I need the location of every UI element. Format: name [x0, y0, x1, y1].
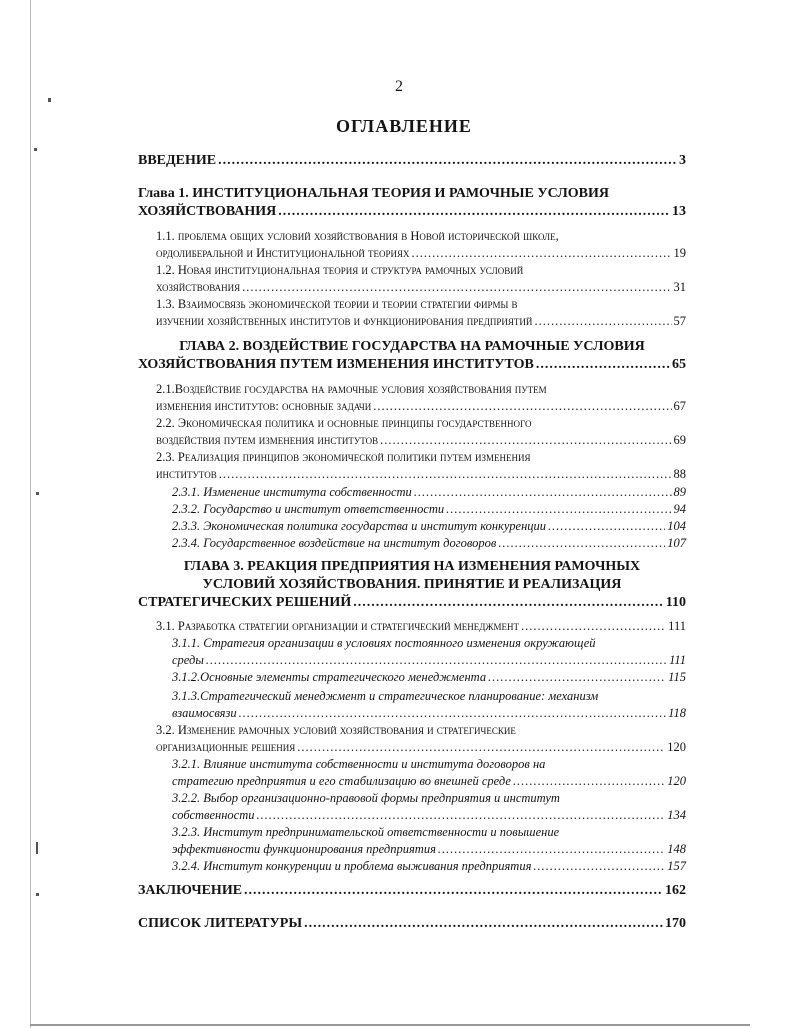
toc-page-number: 94	[673, 502, 686, 516]
leader-dots	[521, 618, 666, 635]
toc-entry-line: ГЛАВА 2. ВОЗДЕЙСТВИЕ ГОСУДАРСТВА НА РАМОЧНЫЕ УСЛОВИЯ	[179, 339, 645, 354]
toc-entry-line: 2.2. Экономическая политика и основные принципы государственного	[156, 416, 532, 430]
toc-entry-text: воздействия путем изменения институтов	[156, 433, 379, 447]
scan-mark	[48, 98, 51, 102]
toc-entry-text: 2.3.4. Государственное воздействие на институт договоров	[172, 536, 497, 550]
toc-entry-line: 2.3. Реализация принципов экономической политики путем изменения	[156, 450, 531, 464]
toc-entry-line: УСЛОВИЙ ХОЗЯЙСТВОВАНИЯ. ПРИНЯТИЕ И РЕАЛИЗАЦИЯ	[202, 577, 622, 592]
toc-page-number: 111	[669, 653, 686, 667]
toc-entry-text: 2.3.3. Экономическая политика государства и институт конкуренции	[172, 519, 547, 533]
leader-dots	[534, 313, 671, 330]
toc-entry-text: эффективности функционирования предприятия	[172, 842, 436, 856]
toc-page-number: 148	[667, 842, 686, 856]
toc-page-number: 115	[668, 670, 686, 684]
leader-dots	[244, 882, 663, 900]
toc-entry-text: 2.3.1. Изменение института собственности	[172, 485, 412, 499]
toc-entry-chapter-1[interactable]	[138, 185, 686, 221]
toc-entry-text: ХОЗЯЙСТВОВАНИЯ ПУТЕМ ИЗМЕНЕНИЯ ИНСТИТУТОВ	[138, 357, 534, 372]
leader-dots	[219, 466, 672, 483]
toc-page-number: 104	[667, 519, 686, 533]
toc-entry-subsection-2-3-2[interactable]	[172, 501, 686, 518]
toc-entry-text: хозяйствования	[156, 280, 241, 294]
toc-entry-line: 1.2. Новая институциональная теория и структура рамочных условий	[156, 263, 524, 277]
page-number: 2	[395, 78, 403, 95]
toc-page-number: 107	[667, 536, 686, 550]
toc-entry-subsection-3-2-2[interactable]	[172, 790, 686, 824]
toc-page-number: 120	[667, 774, 686, 788]
toc-entry-text: ВВЕДЕНИЕ	[138, 153, 217, 168]
scan-mark	[36, 842, 38, 854]
toc-entry-text: изменения институтов: основные задачи	[156, 399, 372, 413]
leader-dots	[438, 841, 665, 858]
toc-page-number: 69	[673, 433, 686, 447]
toc-entry-line: Глава 1. ИНСТИТУЦИОНАЛЬНАЯ ТЕОРИЯ И РАМОЧНЫЕ УСЛОВИЯ	[138, 186, 610, 201]
leader-dots	[278, 203, 670, 221]
toc-title: ОГЛАВЛЕНИЕ	[336, 116, 472, 136]
toc-page-number: 13	[672, 204, 686, 219]
toc-page-number: 170	[665, 916, 686, 931]
toc-entry-line: 3.1.3.Стратегический менеджмент и стратегическое планирование: механизм	[172, 689, 599, 703]
toc-page-number: 57	[673, 314, 686, 328]
toc-entry-text: 3.2.4. Институт конкуренции и проблема выживания предприятия	[172, 859, 532, 873]
toc-entry-subsection-3-1-2[interactable]	[172, 669, 686, 686]
toc-page-number: 120	[667, 740, 686, 754]
toc-entry-chapter-3[interactable]	[138, 558, 686, 612]
toc-entry-section-2-2[interactable]	[156, 415, 686, 449]
toc-entry-subsection-3-1-1[interactable]	[172, 635, 686, 669]
toc-entry-subsection-3-2-1[interactable]	[172, 756, 686, 790]
toc-page-number: 118	[668, 706, 686, 720]
toc-entry-line: 1.3. Взаимосвязь экономической теории и теории стратегии фирмы в	[156, 297, 518, 311]
leader-dots	[498, 535, 665, 552]
toc-entry-line: 2.1.Воздействие государства на рамочные условия хозяйствования путем	[156, 382, 547, 396]
leader-dots	[548, 518, 665, 535]
toc-entry-line: 3.2.2. Выбор организационно-правовой формы предприятия и институт	[172, 791, 560, 805]
scan-mark	[34, 148, 37, 151]
toc-page-number: 157	[667, 859, 686, 873]
toc-entry-section-3-1[interactable]	[156, 618, 686, 635]
toc-entry-subsection-3-1-3[interactable]	[172, 688, 686, 722]
toc-entry-line: 1.1. проблема общих условий хозяйствования в Новой исторической школе,	[156, 229, 559, 243]
toc-entry-subsection-3-2-3[interactable]	[172, 824, 686, 858]
toc-entry-section-2-3[interactable]	[156, 449, 686, 483]
toc-entry-text: ХОЗЯЙСТВОВАНИЯ	[138, 204, 277, 219]
toc-page-number: 162	[665, 883, 686, 898]
toc-page-number: 88	[673, 467, 686, 481]
toc-entry-text: 3.1.2.Основные элементы стратегического менеджмента	[172, 670, 487, 684]
leader-dots	[218, 152, 677, 170]
leader-dots	[536, 356, 670, 374]
toc-entry-line: 3.2.1. Влияние института собственности и института договоров на	[172, 757, 546, 771]
leader-dots	[242, 279, 671, 296]
toc-page-number: 65	[672, 357, 686, 372]
toc-entry-section-1-1[interactable]	[156, 228, 686, 262]
toc-entry-text: взаимосвязи	[172, 706, 237, 720]
toc-entry-text: стратегию предприятия и его стабилизацию во внешней среде	[172, 774, 511, 788]
toc-entry-text: собственности	[172, 808, 255, 822]
leader-dots	[533, 858, 665, 875]
leader-dots	[297, 739, 665, 756]
scan-mark	[30, 0, 31, 1028]
toc-entry-line: 3.2. Изменение рамочных условий хозяйствования и стратегические	[156, 723, 516, 737]
toc-page-number: 3	[679, 153, 686, 168]
leader-dots	[513, 773, 665, 790]
toc-entry-section-1-2[interactable]	[156, 262, 686, 296]
toc-entry-subsection-2-3-4[interactable]	[172, 535, 686, 552]
bottom-rule	[30, 1024, 750, 1026]
leader-dots	[239, 705, 667, 722]
toc-entry-chapter-2[interactable]	[138, 338, 686, 374]
toc-entry-line: 3.2.3. Институт предпринимательской ответственности и повышение	[172, 825, 560, 839]
toc-page-number: 31	[673, 280, 686, 294]
toc-page-number: 67	[673, 399, 686, 413]
toc-entry-line: ГЛАВА 3. РЕАКЦИЯ ПРЕДПРИЯТИЯ НА ИЗМЕНЕНИЯ РАМОЧНЫХ	[183, 559, 641, 574]
toc-entry-text: 2.3.2. Государство и институт ответственности	[172, 502, 445, 516]
leader-dots	[206, 652, 667, 669]
toc-entry-conclusion[interactable]	[138, 882, 686, 900]
leader-dots	[373, 398, 671, 415]
toc-entry-section-1-3[interactable]	[156, 296, 686, 330]
toc-page-number: 89	[673, 485, 686, 499]
leader-dots	[380, 432, 671, 449]
toc-entry-section-2-1[interactable]	[156, 381, 686, 415]
toc-entry-references[interactable]	[138, 915, 686, 933]
leader-dots	[414, 484, 672, 501]
toc-entry-intro[interactable]	[138, 152, 686, 170]
toc-entry-subsection-2-3-1[interactable]	[172, 484, 686, 501]
toc-entry-text: ЗАКЛЮЧЕНИЕ	[138, 883, 243, 898]
leader-dots	[353, 594, 664, 612]
toc-entry-text: среды	[172, 653, 204, 667]
toc-page-number: 111	[668, 619, 686, 633]
toc-entry-text: организационные решения	[156, 740, 296, 754]
toc-page-number: 134	[667, 808, 686, 822]
toc-entry-text: СТРАТЕГИЧЕСКИХ РЕШЕНИЙ	[138, 595, 352, 610]
toc-entry-subsection-3-2-4[interactable]	[172, 858, 686, 875]
leader-dots	[304, 915, 663, 933]
toc-entry-text: СПИСОК ЛИТЕРАТУРЫ	[138, 916, 303, 931]
toc-page-number: 110	[665, 595, 686, 610]
toc-entry-text: институтов	[156, 467, 217, 481]
leader-dots	[411, 245, 671, 262]
leader-dots	[488, 669, 666, 686]
toc-entry-subsection-2-3-3[interactable]	[172, 518, 686, 535]
toc-entry-text: изучении хозяйственных институтов и функционирования предприятий	[156, 314, 533, 328]
leader-dots	[446, 501, 671, 518]
toc-entry-text: ордолиберальной и Институциональной теориях	[156, 246, 410, 260]
scan-mark	[36, 492, 39, 495]
toc-page-number: 19	[673, 246, 686, 260]
toc-entry-line: 3.1.1. Стратегия организации в условиях постоянного изменения окружающей	[172, 636, 596, 650]
toc-entry-text: 3.1. Разработка стратегии организации и стратегический менеджмент	[156, 619, 519, 633]
scan-mark	[36, 893, 39, 896]
leader-dots	[256, 807, 665, 824]
toc-entry-section-3-2[interactable]	[156, 722, 686, 756]
